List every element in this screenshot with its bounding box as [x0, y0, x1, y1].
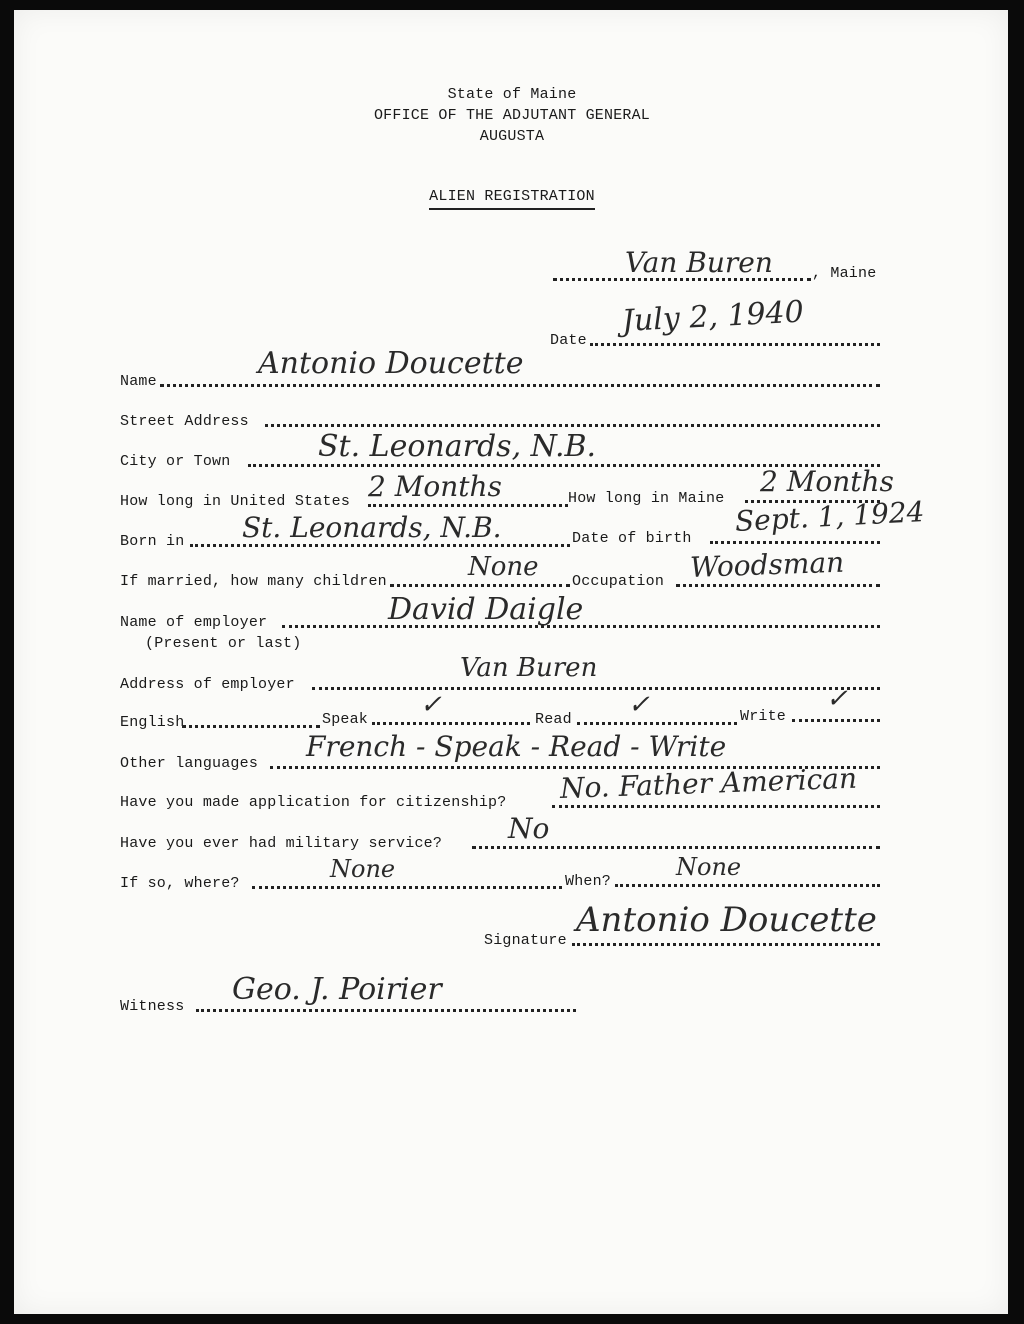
form-title: ALIEN REGISTRATION — [429, 188, 595, 210]
where-label: If so, where? — [120, 875, 240, 892]
emp-addr-label: Address of employer — [120, 676, 295, 693]
header-state: State of Maine — [447, 86, 577, 103]
married-line — [390, 584, 570, 587]
born-line — [190, 544, 570, 547]
dob-label: Date of birth — [572, 530, 692, 547]
where-value: None — [330, 855, 396, 883]
date-value: July 2, 1940 — [621, 294, 805, 339]
occupation-label: Occupation — [572, 573, 665, 590]
name-value: Antonio Doucette — [258, 346, 524, 381]
born-label: Born in — [120, 533, 185, 550]
married-label: If married, how many children — [120, 573, 387, 590]
other-label: Other languages — [120, 755, 259, 772]
dob-value: Sept. 1, 1924 — [734, 495, 926, 538]
name-line — [160, 384, 880, 387]
other-value: French - Speak - Read - Write — [306, 730, 727, 763]
employer-label: Name of employer — [120, 614, 268, 631]
emp-addr-value: Van Buren — [460, 653, 598, 683]
citizenship-value: No. Father American — [559, 761, 858, 805]
write-line — [792, 719, 880, 722]
street-label: Street Address — [120, 413, 249, 430]
read-line — [577, 722, 737, 725]
read-value: ✓ — [628, 690, 650, 720]
write-label: Write — [740, 708, 787, 725]
occupation-line — [676, 584, 880, 587]
write-value: ✓ — [826, 684, 848, 714]
citizenship-line — [552, 805, 880, 808]
when-line — [615, 884, 880, 887]
when-label: When? — [565, 873, 612, 890]
city-label: City or Town — [120, 453, 231, 470]
date-line — [590, 343, 880, 346]
signature-label: Signature — [484, 932, 567, 949]
town-value: Van Buren — [625, 246, 773, 279]
witness-value: Geo. J. Poirier — [232, 972, 442, 1007]
employer-sub-label: (Present or last) — [145, 635, 302, 652]
emp-addr-line — [312, 687, 880, 690]
date-label: Date — [550, 332, 587, 349]
signature-line — [572, 943, 880, 946]
us-line — [368, 504, 568, 507]
military-value: No — [508, 812, 550, 845]
citizenship-label: Have you made application for citizenship? — [120, 794, 507, 811]
when-value: None — [676, 853, 742, 881]
header-city: AUGUSTA — [479, 128, 545, 145]
employer-value: David Daigle — [388, 592, 584, 627]
maine-len-value: 2 Months — [760, 465, 894, 498]
occupation-value: Woodsman — [689, 545, 845, 584]
signature-value: Antonio Doucette — [576, 900, 877, 940]
street-line — [265, 424, 880, 427]
us-value: 2 Months — [368, 470, 502, 503]
english-line — [182, 725, 320, 728]
witness-line — [196, 1009, 576, 1012]
military-label: Have you ever had military service? — [120, 835, 443, 852]
speak-value: ✓ — [420, 690, 442, 720]
us-label: How long in United States — [120, 493, 351, 510]
where-line — [252, 886, 562, 889]
speak-label: Speak — [322, 711, 369, 728]
speak-line — [372, 722, 530, 725]
name-label: Name — [120, 373, 157, 390]
military-line — [472, 846, 880, 849]
born-value: St. Leonards, N.B. — [242, 511, 502, 544]
read-label: Read — [535, 711, 572, 728]
witness-label: Witness — [120, 998, 185, 1015]
children-value: None — [468, 552, 539, 582]
city-value: St. Leonards, N.B. — [318, 429, 597, 464]
form-title-wrap — [0, 187, 1024, 205]
dob-line — [710, 541, 880, 544]
maine-len-label: How long in Maine — [568, 490, 725, 507]
header-office: OFFICE OF THE ADJUTANT GENERAL — [373, 107, 651, 124]
maine-label: , Maine — [812, 265, 877, 282]
english-label: English — [120, 714, 185, 731]
